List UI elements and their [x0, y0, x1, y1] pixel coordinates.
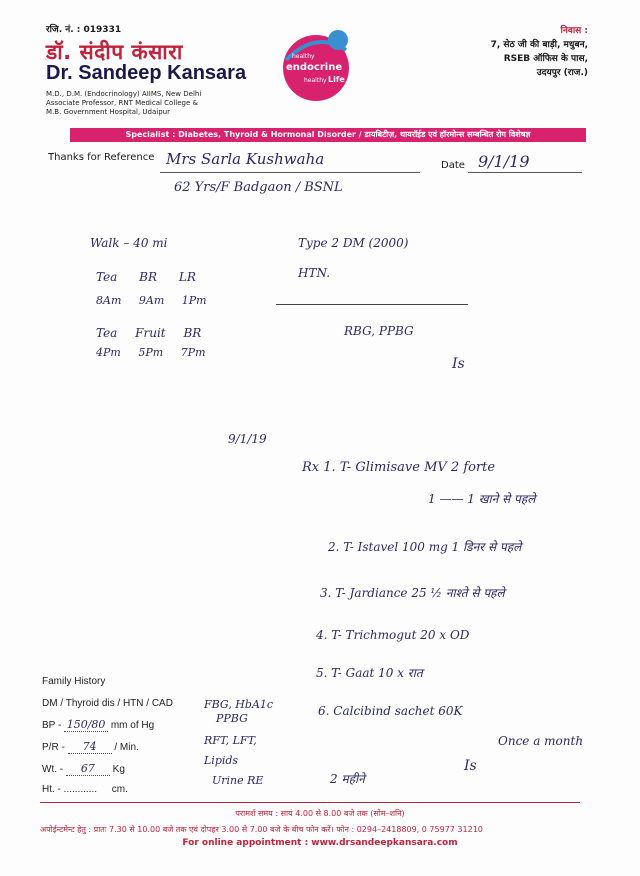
rx-number: 5.	[316, 666, 328, 680]
bp-label: BP -	[42, 720, 62, 731]
test-line: Urine RE	[212, 774, 264, 787]
time-row-2	[96, 346, 206, 359]
date-line	[468, 172, 582, 173]
meal-row-1	[96, 270, 196, 284]
appointment-info: अपोईन्टमेन्ट हेतु : प्रातः 7.30 से 10.00 बजे तक एवं दोपहर 3.00 से 7.00 बजे के बीच फोन करें। फोन : 0294–2418809, 0 75977 31210	[40, 825, 483, 834]
footer-divider	[40, 802, 580, 803]
clinic-logo	[276, 20, 364, 108]
address-line: RSEB ऑफिस के पास,	[503, 54, 588, 64]
time-item: 8Am	[96, 294, 122, 307]
rx-drug: T- Glimisave MV 2 forte	[339, 460, 496, 475]
time-item: 9Am	[138, 294, 165, 307]
walk-note: Walk – 40 mi	[90, 236, 168, 250]
qualification-line: M.B. Government Hospital, Udaipur	[46, 108, 170, 116]
patient-info: 62 Yrs/F Badgaon / BSNL	[174, 180, 343, 195]
rx-number: 3.	[320, 586, 332, 600]
pr-unit: / Min.	[114, 742, 139, 753]
meal-item: Fruit	[135, 326, 166, 340]
address-line: उदयपुर (राज.)	[536, 68, 588, 78]
rx-number: Rx 1.	[302, 460, 336, 475]
family-history-conditions: DM / Thyroid dis / HTN / CAD	[42, 698, 173, 709]
pr-label: P/R -	[42, 742, 65, 753]
qualification-line: Associate Professor, RNT Medical College &	[46, 99, 198, 107]
investigations: RBG, PPBG	[344, 324, 414, 338]
online-appointment: For online appointment : www.drsandeepkansara.com	[182, 838, 458, 848]
wt-unit: Kg	[112, 764, 125, 775]
ht-row	[42, 784, 128, 795]
patient-name: Mrs Sarla Kushwaha	[166, 150, 325, 168]
qualifications	[46, 90, 246, 117]
test-line: Lipids	[204, 754, 239, 767]
wt-row	[42, 762, 125, 776]
rx-number: 6.	[318, 704, 330, 718]
rx-line: 1 —— 1 खाने से पहले	[428, 492, 536, 506]
qualification-line: M.D., D.M. (Endocrinology) AIIMS, New Delhi	[46, 90, 202, 98]
doctor-name-english: Dr. Sandeep Kansara	[46, 62, 247, 84]
rx-line	[316, 628, 469, 642]
time-item: 4Pm	[96, 346, 121, 359]
pr-row	[42, 740, 139, 754]
test-line: RFT, LFT,	[204, 734, 257, 747]
registration-number: रजि. नं. : 019331	[46, 25, 122, 35]
reference-line	[160, 172, 420, 173]
address-line: 7, सेठ जी की बाड़ी, मधुबन,	[490, 40, 588, 50]
rx-number: 2.	[328, 540, 340, 554]
rx-number: 4.	[316, 628, 328, 642]
handwritten-date: 9/1/19	[478, 152, 530, 171]
rx-drug: T- Gaat 10 x रात	[331, 666, 423, 680]
residence-address	[491, 24, 588, 80]
meal-item: BR	[183, 326, 202, 340]
specialist-banner: Specialist : Diabetes, Thyroid & Hormonal Disorder / डायबिटीज़, थायरॉईड एवं हॉरमोन्स सम्बन्धित रोग विशेषज्ञ	[70, 128, 586, 142]
doctor-name-hindi: डॉ. संदीप कंसारा	[46, 40, 183, 64]
address-title: निवास :	[560, 26, 588, 36]
logo-healthy2-text: healthy	[304, 77, 327, 84]
handwritten-divider	[276, 304, 468, 305]
rx-line	[316, 664, 423, 681]
bp-row	[42, 718, 154, 732]
follow-up-note: 2 महीने	[330, 772, 365, 786]
thanks-for-reference-label: Thanks for Reference	[48, 152, 155, 163]
time-item: 1Pm	[181, 294, 207, 307]
time-item: 5Pm	[138, 346, 164, 359]
signature: Is	[464, 758, 477, 774]
meal-item: Tea	[96, 270, 118, 284]
logo-life-text: Life	[328, 75, 345, 84]
test-line: PPBG	[216, 712, 248, 725]
wt-label: Wt. -	[42, 764, 64, 775]
wt-value: 67	[66, 762, 110, 776]
date-label: Date	[441, 160, 465, 171]
family-history-title: Family History	[42, 676, 106, 687]
rx-line	[302, 460, 495, 475]
rx-drug: T- Istavel 100 mg 1 डिनर से पहले	[343, 540, 522, 554]
time-row-1	[96, 294, 207, 307]
logo-healthy-text: healthy	[292, 53, 315, 60]
signature: Is	[452, 356, 465, 372]
pr-value: 74	[68, 740, 112, 754]
meal-item: LR	[178, 270, 196, 284]
ht-label: Ht. - ............	[42, 784, 98, 795]
bp-value: 150/80	[64, 718, 108, 732]
rx-drug: T- Trichmogut 20 x OD	[331, 628, 470, 642]
rx-line	[320, 584, 505, 601]
rx-line: Once a month	[498, 734, 584, 748]
meal-row-2	[96, 326, 201, 340]
rx-date: 9/1/19	[228, 432, 267, 446]
diagnosis-line: Type 2 DM (2000)	[298, 236, 409, 250]
rx-drug: Calcibind sachet 60K	[333, 704, 463, 718]
rx-line	[318, 704, 463, 718]
meal-item: BR	[139, 270, 158, 284]
time-item: 7Pm	[180, 346, 206, 359]
meal-item: Tea	[96, 326, 118, 340]
test-line: FBG, HbA1c	[204, 698, 274, 711]
rx-line	[328, 538, 521, 555]
ht-unit: cm.	[111, 784, 128, 795]
rx-drug: T- Jardiance 25 ½ नाश्ते से पहले	[335, 586, 505, 600]
bp-unit: mm of Hg	[110, 720, 155, 731]
diagnosis-line: HTN.	[298, 266, 331, 280]
consultation-hours: परामर्श समय : सायं 4.00 से 8.00 बजे तक (सोम–शनि)	[235, 809, 405, 818]
logo-main-text: endocrine	[286, 62, 343, 73]
